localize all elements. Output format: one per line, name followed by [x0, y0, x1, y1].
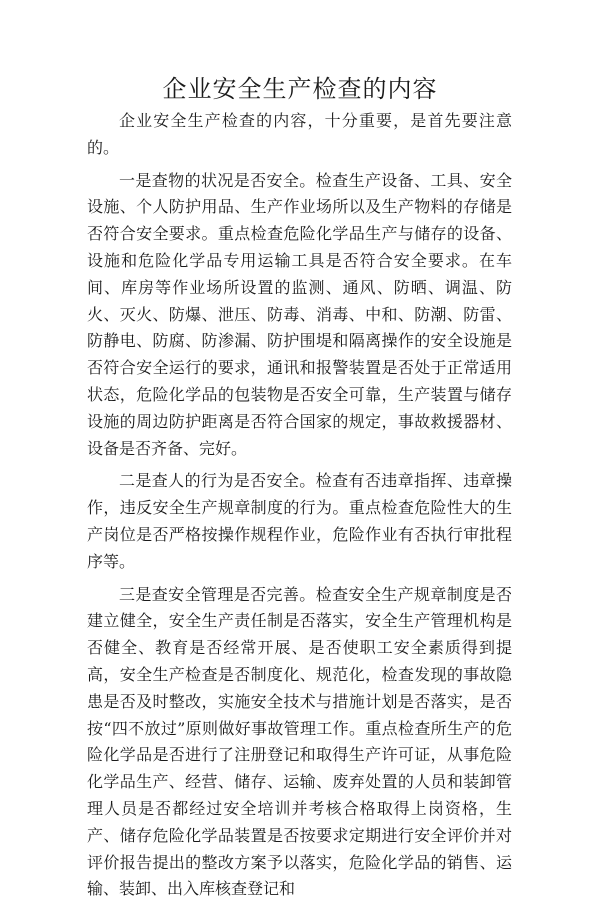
document-body: [87, 108, 512, 903]
document-title: 企业安全生产检查的内容: [162, 75, 438, 103]
paragraph-item-management: 三是查安全管理是否完善。检查安全生产规章制度是否建立健全，安全生产责任制是否落实，安全生产管理机构是否健全、教育是否经常开展、是否使职工安全素质得到提高，安全生产检查是否制度化、规范化，检查发现的事故隐患是否及时整改，实施安全技术与措施计划是否落实，是否按“四不放过”原则做好事故管理工作。重点检查所生产的危险化学品是否进行了注册登记和取得生产许可证，从事危险化学品生产、经营、储存、运输、废弃处置的人员和装卸管理人员是否都经过安全培训并考核合格取得上岗资格，生产、储存危险化学品装置是否按要求定期进行安全评价并对评价报告提出的整改方案予以落实，危险化学品的销售、运输、装卸、出入库核查登记和: [87, 584, 512, 899]
paragraph-intro: 企业安全生产检查的内容，十分重要，是首先要注意的。: [87, 111, 512, 157]
paragraph-item-behavior: 二是查人的行为是否安全。检查有否违章指挥、违章操作，违反安全生产规章制度的行为。重点检查危险性大的生产岗位是否严格按操作规程作业，危险作业有否执行审批程序等。: [87, 471, 512, 571]
paragraph-item-condition: 一是查物的状况是否安全。检查生产设备、工具、安全设施、个人防护用品、生产作业场所以及生产物料的存储是否符合安全要求。重点检查危险化学品生产与储存的设备、设施和危险化学品专用运输工具是否符合安全要求。在车间、库房等作业场所设置的监测、通风、防晒、调温、防火、灭火、防爆、泄压、防毒、消毒、中和、防潮、防雷、防静电、防腐、防渗漏、防护围堤和隔离操作的安全设施是否符合安全运行的要求，通讯和报警装置是否处于正常适用状态，危险化学品的包装物是否安全可靠，生产装置与储存设施的周边防护距离是否符合国家的规定，事故救援器材、设备是否齐备、完好。: [87, 170, 512, 458]
